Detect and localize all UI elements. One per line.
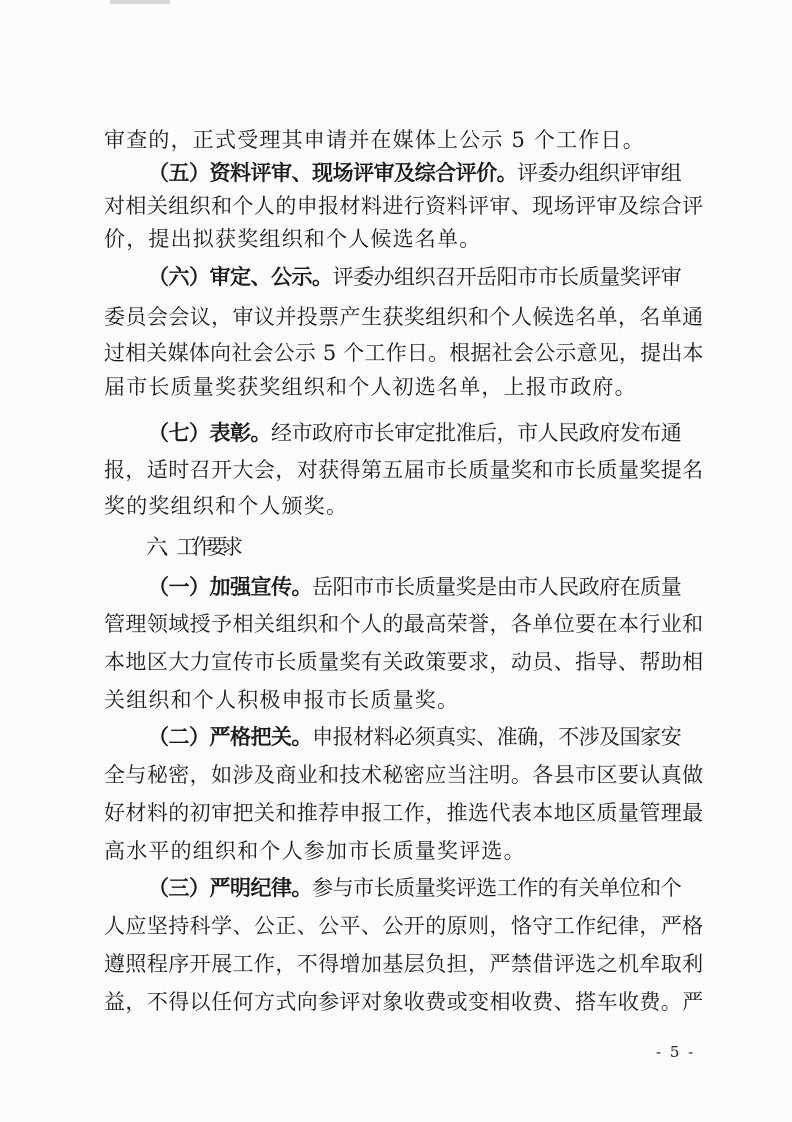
section-heading-6: （六）审定、公示。 [148,264,333,289]
text-line-8: 届市长质量奖获奖组织和个人初选名单，上报市政府。 [104,375,637,399]
text-line-17: （二）严格把关。申报材料必须真实、准确，不涉及国家安 [148,724,682,749]
text-line-23: 遵照程序开展工作，不得增加基层负担，严禁借评选之机牟取利 [104,952,704,976]
text-line-13: （一）加强宣传。岳阳市市长质量奖是由市人民政府在质量 [148,574,682,599]
section-heading-2: （二）严格把关。 [148,724,313,749]
text-line-9: （七）表彰。经市政府市长审定批准后，市人民政府发布通 [148,420,682,445]
section-heading-7: （七）表彰。 [148,420,272,445]
text-line-22: 人应坚持科学、公正、公平、公开的原则，恪守工作纪律，严格 [104,914,704,938]
text-line-11: 奖的奖组织和个人颁奖。 [104,494,349,518]
text-line-24: 益，不得以任何方式向参评对象收费或变相收费、搭车收费。严 [104,990,704,1014]
section-heading-3: （三）严明纪律。 [148,875,313,900]
page-number: - 5 - [656,1043,696,1061]
text-line-7: 过相关媒体向社会公示 5 个工作日。根据社会公示意见，提出本 [104,341,704,365]
chapter-heading-work-requirements: 六、工作要求 [146,535,238,559]
text-line-5: （六）审定、公示。评委办组织召开岳阳市市长质量奖评审 [148,264,682,289]
section-heading-1: （一）加强宣传。 [148,574,313,599]
section-heading-5: （五）资料评审、现场评审及综合评价。 [148,160,518,185]
text-line-19: 好材料的初审把关和推荐申报工作，推选代表本地区质量管理最 [104,801,704,825]
text-line-6: 委员会会议，审议并投票产生获奖组织和个人候选名单，名单通 [104,305,704,329]
text-line-4: 价，提出拟获奖组织和个人候选名单。 [104,227,482,251]
text-line-16: 关组织和个人积极申报市长质量奖。 [104,688,460,712]
text-line-21: （三）严明纪律。参与市长质量奖评选工作的有关单位和个 [148,875,682,900]
scan-artifact [110,0,170,4]
text-line-14: 管理领域授予相关组织和个人的最高荣誉，各单位要在本行业和 [104,612,704,636]
text-line-18: 全与秘密，如涉及商业和技术秘密应当注明。各县市区要认真做 [104,763,704,787]
text-line-2: （五）资料评审、现场评审及综合评价。评委办组织评审组 [148,160,682,185]
text-line-3: 对相关组织和个人的申报材料进行资料评审、现场评审及综合评 [104,194,704,218]
text-line-15: 本地区大力宣传市长质量奖有关政策要求，动员、指导、帮助相 [104,650,704,674]
text-line-10: 报，适时召开大会，对获得第五届市长质量奖和市长质量奖提名 [104,458,704,482]
text-line-1: 审查的，正式受理其申请并在媒体上公示 5 个工作日。 [104,128,645,152]
text-line-20: 高水平的组织和个人参加市长质量奖评选。 [104,839,526,863]
